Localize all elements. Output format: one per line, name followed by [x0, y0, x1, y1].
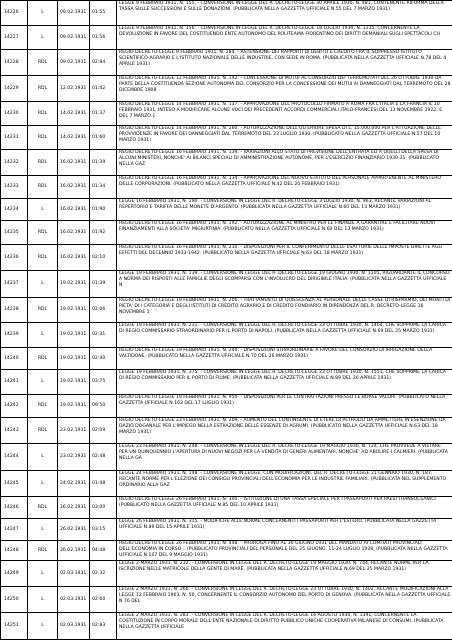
act-date: 26.02.1931	[58, 519, 90, 541]
act-description: REGIO DECRETO-LEGGE 16 FEBBRAIO 1931, N. 139. - VARIAZIONI ALLO STATO DI PREVISIONE DELL'ENTRATA ED A QUELLI DELLA SPESA DI ALCUNI MINISTERI, NONCHE' AI BILANCI SPECIALI DI AMMINISTRAZIONE AUTONOME, PER L'ESERCIZIO FINANZIARIO 1930-31. (PUBBLICATO NELLA GAZ	[119, 150, 439, 168]
act-type: RDL	[28, 221, 58, 245]
record-number: 14233	[1, 176, 28, 199]
page-ref: 02:84	[90, 50, 117, 76]
act-date: 14.02.1931	[58, 102, 90, 126]
act-date: 19.02.1931	[58, 348, 90, 370]
page-ref: 02:10	[90, 245, 117, 271]
act-type: L	[28, 471, 58, 497]
act-description: LEGGE 19 FEBBRAIO 1931, N. 139. - CONVERSIONE IN LEGGE DEL R. DECRETO-LEGGE 19 GIUGNO 1930, N. 1105, RIGUARDANTE IL CONCORSO A NORMA DEI RISPOSTI ALLE FAMIGLIE DEGLI SCOMPARSI CON L'INVOLUCRO DEL DIRIGIBILE ITALIA. (PUBBLICATA NELLA GAZZETTA UFFICIALE N	[119, 271, 450, 289]
page-ref: 01:42	[90, 76, 117, 102]
record-number: 14246	[1, 497, 28, 519]
record-number: 14240	[1, 348, 28, 370]
page-ref: 02:32	[90, 561, 117, 587]
act-date: 19.02.1931	[58, 323, 90, 348]
record-number: 14235	[1, 221, 28, 245]
act-type: RDL	[28, 150, 58, 176]
act-description-cell	[117, 444, 452, 471]
act-description-cell	[117, 199, 452, 221]
act-description-cell	[117, 150, 452, 176]
act-description-cell	[117, 561, 452, 587]
act-description: REGIO DECRETO-LEGGE 19 FEBBRAIO 1931, N. 950. - DISPOSIZIONI PER LE CONTRATTAZIONI PRESSO LE BORSE VALORI. (PUBBLICATO NELLA GAZZETTA UFFICIALE N.163 DEL 17 LUGLIO 1931)	[119, 395, 446, 407]
act-description: LEGGE 24 FEBBRAIO 1931, N. 148. - CONVERSIONE IN LEGGE, CON MODIFICAZIONI, DEL R. DECRETO-LEGGE 21 GENNAIO 1930, N. 187, RECANTE NORME PER L'ELEZIONE DEI CONSIGLI PROVINCIALI DELL'ECONOMIA PER LE INDUSTRIE FAMILIARI. (PUBBLICATA NEL SUPPLEMENTO ORDINARIO ALLA GAZ	[119, 471, 447, 489]
table-row	[1, 370, 452, 395]
page-ref: 04:48	[90, 541, 117, 561]
act-description: REGIO DECRETO-LEGGE 16 FEBBRAIO 1931, N. 134. - APPROVAZIONE DEL NUOVO STATUTO DEL PERSONALE APPARTENENTE AL MINISTERO DELLE CORPORAZIONI. (PUBBLICATO NELLA GAZZETTA UFFICIALE N.42 DEL 20 FEBBRAIO 1931)	[119, 176, 442, 188]
act-description-cell	[117, 613, 452, 640]
record-number: 14238	[1, 298, 28, 323]
act-date: 12.02.1931	[58, 76, 90, 102]
act-description-cell	[117, 497, 452, 519]
record-number: 14227	[1, 26, 28, 50]
table-row	[1, 150, 452, 176]
page-ref: 01:56	[90, 26, 117, 50]
record-number: 14228	[1, 50, 28, 76]
table-row	[1, 613, 452, 640]
act-type: L	[28, 1, 58, 26]
act-date: 16.02.1931	[58, 176, 90, 199]
act-type: RDL	[28, 102, 58, 126]
page-ref: 01:39	[90, 271, 117, 298]
table-row	[1, 50, 452, 76]
act-description-cell	[117, 587, 452, 613]
record-number: 14236	[1, 245, 28, 271]
record-number: 14231	[1, 126, 28, 150]
act-date: 19.02.1931	[58, 370, 90, 395]
act-description: REGIO DECRETO-LEGGE 19 FEBBRAIO 1931, N. 206. - TRATTAMENTO DI QUIESCENZA AL PERSONALE DELLE CASSE DI RISPARMIO, DEI MONTI DI PIETA' DI I CATEGORIA E DEGLI ISTITUTI DI CREDITO AGRARIO E DI CREDITO FONDIARIO IN DIPENDENZA DEL R. DECRETO-LEGGE 16 NOVEMBRE 1	[119, 298, 451, 316]
table-row	[1, 76, 452, 102]
record-number: 14251	[1, 613, 28, 640]
act-date: 16.02.1931	[58, 199, 90, 221]
act-date: 09.02.1931	[58, 1, 90, 26]
page-ref: 03:15	[90, 519, 117, 541]
record-number: 14249	[1, 561, 28, 587]
record-number: 14226	[1, 1, 28, 26]
act-type: L	[28, 370, 58, 395]
act-type: L	[28, 587, 58, 613]
act-type: RDL	[28, 348, 58, 370]
table-row	[1, 271, 452, 298]
act-description-cell	[117, 348, 452, 370]
act-description: REGIO DECRETO-LEGGE 26 FEBBRAIO 1931, N. 448. - PROROGA FINO AL 30 GIUGNO 1931 DEL MANDATO AI COMITATI PROVINCIALI DELL'ECONOMIA IN CORSO... (PUBBLICATO PROVINCIALI DEL PERSONALE DEL 25 GIUGNO, 11-24 LUGLIO 1928. (PUBBLICATA NELLA GAZZETTA UFFICIALE N.107 DEL 9 MAGGIO 1931)	[119, 541, 448, 559]
page-ref: 01:90	[90, 199, 117, 221]
page-ref: 02:31	[90, 323, 117, 348]
act-date: 26.02.1931	[58, 541, 90, 561]
act-date: 02.03.1931	[58, 561, 90, 587]
record-number: 14230	[1, 102, 28, 126]
act-description: REGIO DECRETO-LEGGE 26 FEBBRAIO 1931, N. 300. - ISTITUZIONE DI UNA TASSA SPECIALE PER I PASSAPORTI PER PAESI TRANSOCEANICI. (PUBBLICATO NELLA GAZZETTA UFFICIALE N.85 DEL 10 APRILE 1931)	[119, 497, 438, 509]
act-date: 19.02.1931	[58, 298, 90, 323]
act-date: 23.02.1931	[58, 444, 90, 471]
act-date: 02.03.1931	[58, 613, 90, 640]
table-row	[1, 221, 452, 245]
table-row	[1, 444, 452, 471]
act-description-cell	[117, 126, 452, 150]
table-row	[1, 348, 452, 370]
page-ref: 01:48	[90, 471, 117, 497]
act-type: RDL	[28, 176, 58, 199]
act-description-cell	[117, 395, 452, 418]
act-type: L	[28, 519, 58, 541]
table-row	[1, 497, 452, 519]
act-type: RDL	[28, 298, 58, 323]
table-row	[1, 176, 452, 199]
table-row	[1, 298, 452, 323]
act-description: REGIO DECRETO-LEGGE 16 FEBBRAIO 1931, N. 192. - AUTORIZZAZIONE AL MINISTRO PER LE FINANZE A GARANTIRE E FACILITARE NUOVI FINANZIAMENTI ALLA SOCIETA' MIGIURTINIA. (PUBBLICATO NELLA GAZZETTA UFFICIALE N.60 DEL 13 MARZO 1931)	[119, 221, 436, 233]
record-number: 14242	[1, 395, 28, 418]
table-row	[1, 561, 452, 587]
act-description-cell	[117, 245, 452, 271]
page-ref: 02:09	[90, 418, 117, 444]
table-row	[1, 245, 452, 271]
record-number: 14232	[1, 150, 28, 176]
act-type: L	[28, 199, 58, 221]
act-description: LEGGE 9 FEBBRAIO 1931, N. 156. - CONVERSIONE IN LEGGE DEL R. DECRETO-LEGGE 18 LUGLIO 1930, N. 1135, CONCERNENTE LA DEVOLUZIONE IN FAVORE DEL COSTITUENDO ENTE AUTONOMO DEL POLITEAMA FIORENTINO DEI DIRITTI DEMANIALI SUGLI SPETTACOLI CH	[119, 26, 440, 38]
act-description-cell	[117, 26, 452, 50]
act-date: 19.02.1931	[58, 395, 90, 418]
act-type: RDL	[28, 126, 58, 150]
act-description: LEGGE 26 FEBBRAIO 1931, N. 315. - MODIFICHE ALLE NORME CONCERNENTI I PASSAPORTI PER L'ESTERO. (PUBBLICATA NELLA GAZZETTA UFFICIALE N.89 DEL 15 APRILE 1931)	[119, 519, 437, 531]
act-description-cell	[117, 370, 452, 395]
act-description-cell	[117, 50, 452, 76]
page-ref: 01:39	[90, 150, 117, 176]
act-type: L	[28, 444, 58, 471]
table-row	[1, 126, 452, 150]
act-type: RDL	[28, 50, 58, 76]
record-number: 14250	[1, 587, 28, 613]
table-row	[1, 323, 452, 348]
act-date: 23.02.1931	[58, 418, 90, 444]
act-description: REGIO DECRETO-LEGGE 12 FEBBRAIO 1931, N. 142. - CONCESSIONE DI MUTUI AL CONSORZIO DEI TERREMOTATI DEL 26 OTTOBRE 1930 DA PARTE DELLA COSTITUENDA SEZIONE AUTONOMA DEL CONSORZIO PER LA CONCESSIONE DEI MUTUI AI DANNEGGIATI DAL TERREMOTO DEL 28 DICEMBRE 1908	[119, 76, 451, 94]
record-number: 14237	[1, 271, 28, 298]
act-date: 09.02.1931	[58, 26, 90, 50]
act-description: LEGGE 2 MARZO 1931, N. 232. - CONVERSIONE IN LEGGE DEL R. DECRETO-LEGGE 19 MAGGIO 1930, N. 744, RECANTE NORME PER LA ISCRIZIONE NELLE MATRICOLE DELLA GENTE DI MARE. (PUBBLICATA NELLA GAZZETTA UFFICIALE N.69 DEL 25 MARZO 1931)	[119, 561, 429, 573]
act-date: 14.02.1931	[58, 126, 90, 150]
record-number: 14247	[1, 519, 28, 541]
table-row	[1, 418, 452, 444]
act-date: 26.02.1931	[58, 497, 90, 519]
record-number: 14243	[1, 418, 28, 444]
act-description-cell	[117, 519, 452, 541]
act-type: RDL	[28, 418, 58, 444]
act-description-cell	[117, 541, 452, 561]
record-number: 14239	[1, 323, 28, 348]
table-row	[1, 395, 452, 418]
record-number: 14241	[1, 370, 28, 395]
record-number: 14245	[1, 471, 28, 497]
act-type: L	[28, 26, 58, 50]
act-description-cell	[117, 221, 452, 245]
act-type: RDL	[28, 395, 58, 418]
record-number: 14248	[1, 541, 28, 561]
act-date: 19.02.1931	[58, 271, 90, 298]
act-description-cell	[117, 271, 452, 298]
act-description: REGIO DECRETO-LEGGE 23 FEBBRAIO 1931, N. 209. - AUMENTO DEL CONTINGENTE DI ETERE DI PETROLIO DA AMMETTERE IN ESENZIONE DA DAZIO DOGANALE PER L'IMPIEGO NELLA ESTRAZIONE DELLE ESSENZE DI AGRUMI. (PUBBLICATO NELLA GAZZETTA UFFICIALE N.63 DEL 18 MARZO 1931)	[119, 418, 446, 436]
act-type: RDL	[28, 76, 58, 102]
act-description: LEGGE 2 MARZO 1931, N. 260. - CONVERSIONE IN LEGGE DEL R. DECRETO-LEGGE 23 OTTOBRE 1930, N. 1402, RECANTE MODIFICAZIONI ALLA LEGGE 12 FEBBRAIO 1903, N. 50, CONCERNENTE IL CONSORZIO AUTONOMO DEL PORTO DI GENOVA. (PUBBLICATA NELLA GAZZETTA UFFICIALE N.76 DEL	[119, 587, 451, 605]
page-ref: 02:40	[90, 348, 117, 370]
page-ref: 02:60	[90, 587, 117, 613]
act-description: LEGGE 19 FEBBRAIO 1931, N. 231. - CONVERSIONE IN LEGGE DEL R. DECRETO-LEGGE 23 OTTOBRE 1930, N. 1464, CHE SOPPRIME LA CARICA DI REGIO COMMISSARIO STRAORDINARIO PER IL PORTO DI NAPOLI. (PUBBLICATA NELLA GAZZETTA UFFICIALE N.69 DEL 25 MARZO 1931)	[119, 323, 446, 335]
act-description-cell	[117, 176, 452, 199]
act-description-cell	[117, 1, 452, 26]
record-number: 14244	[1, 444, 28, 471]
act-date: 24.02.1931	[58, 471, 90, 497]
act-description-cell	[117, 323, 452, 348]
act-description: REGIO DECRETO-LEGGE 19 FEBBRAIO 1931, N. 240. - DISPOSIZIONI STRAORDINARIE A FAVORE DEL CONSORZIO DI IRRIGAZIONE DELLA VALTIDONE. (PUBBLICATO NELLA GAZZETTA UFFICIALE N.70 DEL 26 MARZO 1931)	[119, 348, 433, 360]
table-row	[1, 541, 452, 561]
table-row	[1, 587, 452, 613]
page-ref: 01:92	[90, 221, 117, 245]
act-description-cell	[117, 418, 452, 444]
page-ref: 03:75	[90, 370, 117, 395]
act-type: L	[28, 613, 58, 640]
table-row	[1, 1, 452, 26]
table-row	[1, 519, 452, 541]
act-description: LEGGE 16 FEBBRAIO 1931, N. 190. - CONVERSIONE IN LEGGE DEL R. DECRETO-LEGGE 3 LUGLIO 1930, N. 963, RECANTE VARIAZIONI AL REPERTORIO E TARIFFA DELLE MONETE D'ARGENTO. (PUBBLICATA NELLA GAZZETTA UFFICIALE N.60 DEL 13 MARZO 1931)	[119, 199, 432, 211]
table-row	[1, 102, 452, 126]
record-number: 14229	[1, 76, 28, 102]
act-description-cell	[117, 471, 452, 497]
page-ref: 01:55	[90, 1, 117, 26]
page-ref: 02:83	[90, 613, 117, 640]
act-type: L	[28, 271, 58, 298]
table-row	[1, 199, 452, 221]
act-description: REGIO DECRETO-LEGGE 9 FEBBRAIO 1931, N. 284. - ASTENSIONE DEI RAPPORTI DI DEBITO E CREDITO FRA IL SOPPRESSO ISTITUTO SCIENTIFICO-AGRARIO E L'ISTITUTO NAZIONALE DELLE INDUSTRIE, CON SEDE IN ROMA. (PUBBLICATA NELLA GAZZETTA UFFICIALE N.78 DEL 4 APRILE 1931)	[119, 50, 447, 68]
act-type: L	[28, 561, 58, 587]
act-description-cell	[117, 76, 452, 102]
act-description-cell	[117, 298, 452, 323]
act-type: L	[28, 323, 58, 348]
table-row	[1, 471, 452, 497]
act-description: LEGGE 2 MARZO 1931, N. 283. - CONVERSIONE IN LEGGE DEL R. DECRETO-LEGGE 16 AGOSTO 1930, N. 1391, CONCERNENTE LA COSTITUZIONE IN CORPO MORALE DELL'ENTE NAZIONALE DI DIRITTO PUBBLICO UNICHE COOPERATIVA MILANESE DI CONSUMI. (PUBBLICATA NELLA GAZZETTA UFFICIALE	[119, 613, 444, 631]
act-description: REGIO DECRETO-LEGGE 14 FEBBRAIO 1931, N. 137. - APPROVAZIONE DEL PROTOCOLLO FIRMATO A ROMA FRA L'ITALIA E LA FRANCIA IL 10 FEBBRAIO 1931, INTESO A MODIFICARE ALCUNE VOCI DEI PRECEDENTI ACCORDI COMMERCIALI ITALO-FRANCESI DEL 13 NOVEMBRE 1922, E DEL 7 MARZO 1	[119, 102, 443, 120]
page-ref: 01:60	[90, 126, 117, 150]
register-body	[1, 1, 452, 640]
page-ref: 02:48	[90, 444, 117, 471]
page-ref: 09:50	[90, 395, 117, 418]
act-date: 02.03.1931	[58, 587, 90, 613]
act-date: 16.02.1931	[58, 150, 90, 176]
act-description: LEGGE 9 FEBBRAIO 1931, N. 155. - CONVERSIONE IN LEGGE DEL R. DECRETO-LEGGE 30 APRILE 1930, N. 481, CONTENENTE RIFORMA DELLA TASSA SULLE SUCCESSIONI E SULLE DONAZIONI. (PUBBLICATA NELLA GAZZETTA UFFICIALE N.55 DEL 7 MARZO 1931)	[119, 1, 444, 13]
act-date: 16.02.1931	[58, 221, 90, 245]
act-description: REGIO DECRETO-LEGGE 16 FEBBRAIO 1931, N. 210. - DISPOSIZIONI PER IL CONFERIMENTO DELLE ESATTORIE DELLE IMPOSTE DIRETTE AGLI EFFETTI DEL DECENNIO 1933-1942. (PUBBLICATO NELLA GAZZETTA UFFICIALE N.63 DEL 18 MARZO 1931)	[119, 245, 443, 257]
page-ref: 02:06	[90, 298, 117, 323]
act-date: 09.02.1931	[58, 50, 90, 76]
act-type: RDL	[28, 245, 58, 271]
act-description-cell	[117, 102, 452, 126]
record-number: 14234	[1, 199, 28, 221]
act-description: REGIO DECRETO-LEGGE 14 FEBBRAIO 1931, N. 160. - AUTORIZZAZIONE DELL'ULTERIORE SPESA DI L. 15.000.000 PER L'ATTUAZIONE DELLE PROVVIDENZE IN FAVORE DEI DANNEGGIATI DAL TERREMOTO DEL 23 LUGLIO 1930. (PUBBLICATO NELLA GAZZETTA UFFICIALE N.57 DEL 10 MARZO 1931)	[119, 126, 441, 144]
page-ref: 01:34	[90, 176, 117, 199]
table-row	[1, 26, 452, 50]
act-description: LEGGE 23 FEBBRAIO 1931, N. 248. - CONVERSIONE IN LEGGE DEL R. DECRETO-LEGGE 19 MAGGIO 1930, N. 724, CHE PROVVEDE A VIETARE PER UN QUINQUENNIO L'APERTURA DI NUOVI NEGOZI PER LA VENDITA DI GENERI ALIMENTARI, NONCHE' AD ABOLIRE I CALMIERI. (PUBBLICATA NELLA GA	[119, 444, 448, 462]
act-description: LEGGE 19 FEBBRAIO 1931, N. 375. - CONVERSIONE IN LEGGE DEL R. DECRETO-LEGGE 23 OTTOBRE 1930, N. 1551, CHE SOPPRIME LA CARICA DI REGIO COMMISSARIO PER IL PORTO DI FIUME. (PUBBLICATA NELLA GAZZETTA UFFICIALE N.89 DEL 20 APRILE 1931)	[119, 370, 446, 382]
page-ref: 03:00	[90, 497, 117, 519]
page-ref: 01:37	[90, 102, 117, 126]
act-type: RDL	[28, 497, 58, 519]
act-date: 16.02.1931	[58, 245, 90, 271]
act-type: RDL	[28, 541, 58, 561]
